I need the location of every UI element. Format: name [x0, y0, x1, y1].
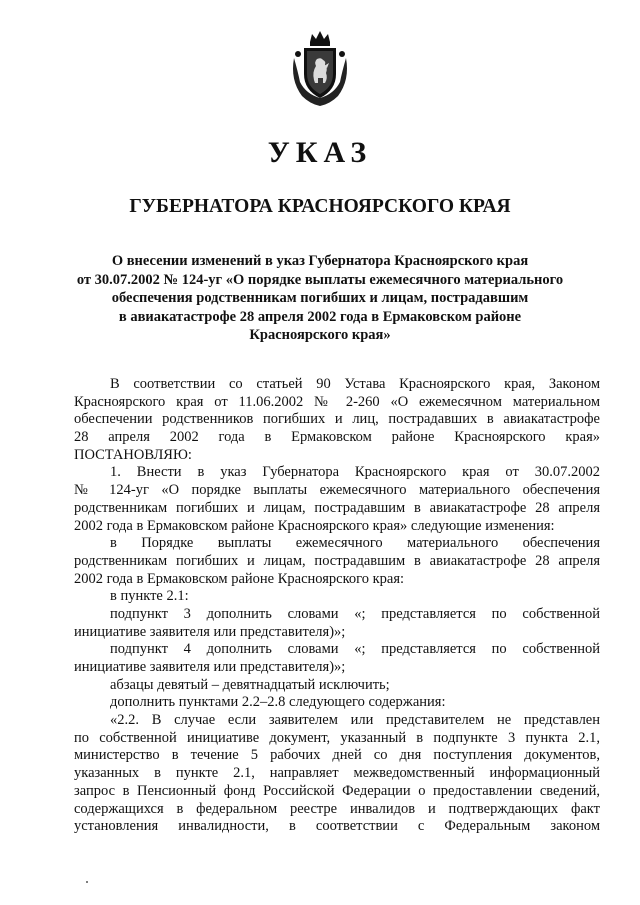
body-line: 2002 года в Ермаковском районе Красноярского края:	[74, 570, 405, 587]
subject-line: О внесении изменений в указ Губернатора Красноярского края	[111, 253, 529, 269]
body-line: № 124-уг «О порядке выплаты ежемесячного материального обеспечения	[74, 482, 600, 499]
body-line: дополнить пунктами 2.2–2.8 следующего содержания:	[110, 694, 446, 711]
subject-line: Красноярского края»	[249, 327, 391, 343]
body-line: инициативе заявителя или представителя)»;	[74, 659, 346, 675]
issuing-authority: ГУБЕРНАТОРА КРАСНОЯРСКОГО КРАЯ	[129, 196, 511, 217]
subject-line: от 30.07.2002 № 124-уг «О порядке выплаты ежемесячного материального	[76, 271, 564, 288]
body-line: в пункте 2.1:	[110, 588, 189, 605]
subject-line: в авиакатастрофе 28 апреля 2002 года в Ермаковском районе	[118, 308, 522, 325]
body-line: в Порядке выплаты ежемесячного материального обеспечения	[110, 535, 600, 552]
body-line: инициативе заявителя или представителя)»;	[74, 623, 346, 640]
body-line: родственникам погибших и лицам, пострадавшим в авиакатастрофе 28 апреля	[74, 552, 600, 569]
body-line: обеспечении родственников погибших и лиц, пострадавших в авиакатастрофе	[74, 411, 600, 428]
body-line: ПОСТАНОВЛЯЮ:	[74, 446, 192, 463]
subject-line: обеспечения родственникам погибших и лицам, пострадавшим	[111, 290, 529, 306]
decree-body	[74, 376, 600, 836]
body-line: установления инвалидности, в соответствии с Федеральным законом	[74, 818, 600, 835]
body-line: запрос в Пенсионный фонд Российской Федерации о предоставлении сведений,	[74, 782, 600, 799]
body-line: 28 апреля 2002 года в Ермаковском районе Красноярского края»	[74, 429, 600, 446]
decree-title: УКАЗ	[267, 136, 373, 169]
body-line: «2.2. В случае если заявителем или представителем не представлен	[110, 712, 600, 729]
body-line: содержащихся в федеральном реестре инвалидов и подтверждающих факт	[74, 800, 600, 817]
body-line: абзацы девятый – девятнадцатый исключить;	[110, 676, 390, 693]
body-line: по собственной инициативе документ, указанный в подпункте 3 пункта 2.1,	[74, 729, 600, 746]
body-line: 1. Внести в указ Губернатора Красноярского края от 30.07.2002	[110, 464, 600, 481]
decree-subject	[60, 252, 580, 345]
coat-of-arms-icon	[288, 28, 352, 108]
body-line: родственникам погибших и лицам, пострадавшим в авиакатастрофе 28 апреля	[74, 499, 600, 516]
body-line: подпункт 4 дополнить словами «; представляется по собственной	[110, 641, 600, 658]
body-line: Красноярского края от 11.06.2002 № 2-260 «О ежемесячном материальном	[74, 393, 600, 410]
body-line: В соответствии со статьей 90 Устава Красноярского края, Законом	[110, 376, 600, 392]
body-line: подпункт 3 дополнить словами «; представляется по собственной	[110, 605, 600, 622]
scan-speck	[86, 881, 88, 883]
body-line: указанных в пункте 2.1, направляет межведомственный информационный	[74, 765, 600, 782]
body-line: 2002 года в Ермаковском районе Красноярского края» следующие изменения:	[74, 517, 555, 534]
body-line: министерство в течение 5 рабочих дней со дня поступления документов,	[74, 747, 600, 764]
